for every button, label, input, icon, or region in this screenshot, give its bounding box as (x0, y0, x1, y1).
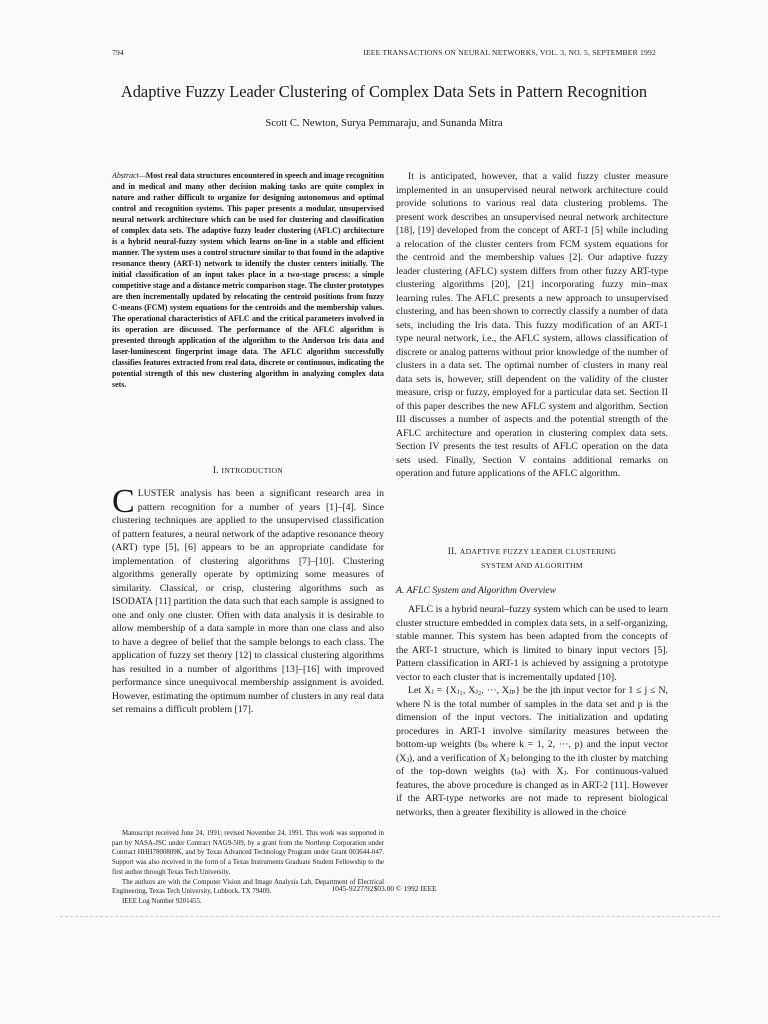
intro-text: LUSTER analysis has been a significant research area in pattern recognition for a number of years [1]–[4]. Since clustering techniques are applied to the unsupervised classification of pattern features, a neural network of the adaptive resonance theory (ART) type [5], [6] appears to be an appropriate candidate for implementation of clustering algorithms [7]–[10]. Clustering algorithms generally operate by optimizing some measures of similarity. Classical, or crisp, clustering algorithms such as ISODATA [11] partition the data such that each sample is assigned to one and only one cluster. Often with data analysis it is desirable to allow membership of a data sample in more than one class and also to have a degree of belief that the sample belongs to each class. The application of fuzzy set theory [12] to classical clustering algorithms has resulted in a number of algorithms [13]–[16] with improved performance since unequivocal membership assignment is avoided. However, estimating the optimum number of clusters in any real data set remains a difficult problem [17]. (112, 488, 384, 715)
section-number: I. (212, 466, 219, 476)
copyright-line: 1045-9227/92$03.00 © 1992 IEEE (331, 884, 437, 893)
section2-title-line1: ADAPTIVE FUZZY LEADER CLUSTERING (459, 547, 617, 556)
footnote (112, 829, 384, 907)
right-column-intro-continued (396, 170, 668, 481)
subsection-heading: A. AFLC System and Algorithm Overview (396, 585, 557, 596)
footnote-log-number: IEEE Log Number 9201455. (122, 897, 202, 905)
section2-body (396, 603, 668, 819)
paper-title: Adaptive Fuzzy Leader Clustering of Complex Data Sets in Pattern Recognition (120, 82, 648, 101)
intro-paragraph-2: It is anticipated, however, that a valid fuzzy cluster measure implemented in an unsupervised neural network architecture could provide solutions to various real data clustering problems. The present work describes an unsupervised neural network architecture [18], [19] developed from the concept of ART-1 [5] while including a relocation of the cluster centers from FCM system equations for the centroid and the membership values [2]. Our adaptive fuzzy leader clustering (AFLC) system differs from other fuzzy ART-type clustering algorithms [20], [21] incorporating fuzzy min–max learning rules. The AFLC presents a new approach to unsupervised clustering, and has been shown to correctly classify a number of data sets, including the Iris data. This fuzzy modification of an ART-1 type neural network, i.e., the AFLC system, allows classification of discrete or analog patterns without prior knowledge of the number of clusters in a data set. The optimal number of clusters in many real data sets is, however, still dependent on the validity of the cluster measure, crisp or fuzzy, employed for a particular data set. Section II of this paper describes the new AFLC system and algorithm. Section III discusses a number of aspects and the potential strength of the AFLC architecture and operation in clustering complex data sets. Section IV presents the test results of AFLC operation on the data sets used. Finally, Section V contains additional remarks on operation and future applications of the AFLC algorithm. (396, 171, 668, 479)
section-title: INTRODUCTION (221, 466, 284, 475)
scan-artifact-line (60, 916, 720, 918)
section2-paragraph-2: Let Xⱼ = {Xⱼ₁, Xⱼ₂, ···, Xⱼₚ} be the jth input vector for 1 ≤ j ≤ N, where N is the total number of samples in the data set and p is the dimension of the input vectors. The initialization and updating procedures in ART-1 involve similarity measures between the bottom-up weights (bₖᵢ where k = 1, 2, ···, p) and the input vector (Xⱼ), and a verification of Xⱼ belonging to the ith cluster by matching of the top-down weights (tᵢₖ) with Xⱼ. For continuous-valued features, the above procedure is changed as in ART-2 [11]. However if the ART-type networks are not made to represent biological networks, then a greater flexibility is allowed in the choice (396, 685, 668, 818)
abstract (112, 170, 384, 390)
dropcap-letter: C (112, 483, 135, 520)
section2-line1 (396, 545, 668, 559)
abstract-label: Abstract— (112, 171, 146, 180)
section-heading-introduction (112, 466, 384, 476)
footnote-affiliation: The authors are with the Computer Vision and Image Analysis Lab, Department of Electrical Engineering, Texas Tech University, Lubbock, TX 79409. (112, 878, 384, 896)
footnote-manuscript: Manuscript received June 24, 1991; revised November 24, 1991. This work was supported in part by NASA-JSC under Contract NAG9-509, by a grant from the Northrop Corporation under Contract HHH7800809K, and by Texas Advanced Technology Program under Grant 003644-047. Support was also received in the form of a Texas Instruments Graduate Student Fellowship to the first author through Texas Tech University. (112, 830, 384, 876)
section2-paragraph-1: AFLC is a hybrid neural–fuzzy system which can be used to learn cluster structure embedded in complex data sets, in a self-organizing, stable manner. This system has been adapted from the concepts of the ART-1 structure, which is limited to binary input vectors [5]. Pattern classification in ART-1 is achieved by assigning a prototype vector to each cluster that is incrementally updated [10]. (396, 604, 668, 683)
section-heading-aflc (396, 545, 668, 573)
running-header: IEEE TRANSACTIONS ON NEURAL NETWORKS, VOL. 3, NO. 5, SEPTEMBER 1992 (363, 48, 656, 57)
author-list: Scott C. Newton, Surya Pemmaraju, and Sunanda Mitra (265, 118, 503, 129)
section2-title-line2: SYSTEM AND ALGORITHM (480, 561, 584, 570)
intro-paragraph (112, 483, 384, 717)
introduction-body (112, 483, 384, 717)
page-number: 794 (112, 48, 124, 57)
section2-number: II. (447, 547, 458, 557)
abstract-text: Most real data structures encountered in speech and image recognition and in medical and many other decision making tasks are quite complex in nature and rather difficult to organize for designing autonomous and optimal control and recognition systems. This paper presents a modular, unsupervised neural network architecture which can be used for clustering and classification of complex data sets. The adaptive fuzzy leader clustering (AFLC) architecture is a hybrid neural-fuzzy system which learns on-line in a stable and efficient manner. The system uses a control structure similar to that found in the adaptive resonance theory (ART-1) network to identify the cluster centers initially. The initial classification of an input takes place in a two-stage process: a simple competitive stage and a distance metric comparison stage. The cluster prototypes are then incrementally updated by relocating the centroid positions from fuzzy C-means (FCM) system equations for the centroids and the membership values. The operational characteristics of AFLC and the critical parameters involved in its operation are discussed. The performance of the AFLC algorithm is presented through application of the algorithm to the Anderson Iris data and laser-luminescent fingerprint image data. The AFLC algorithm successfully classifies features extracted from real data, discrete or continuous, indicating the potential strength of this new clustering algorithm in analyzing complex data sets. (112, 171, 384, 389)
